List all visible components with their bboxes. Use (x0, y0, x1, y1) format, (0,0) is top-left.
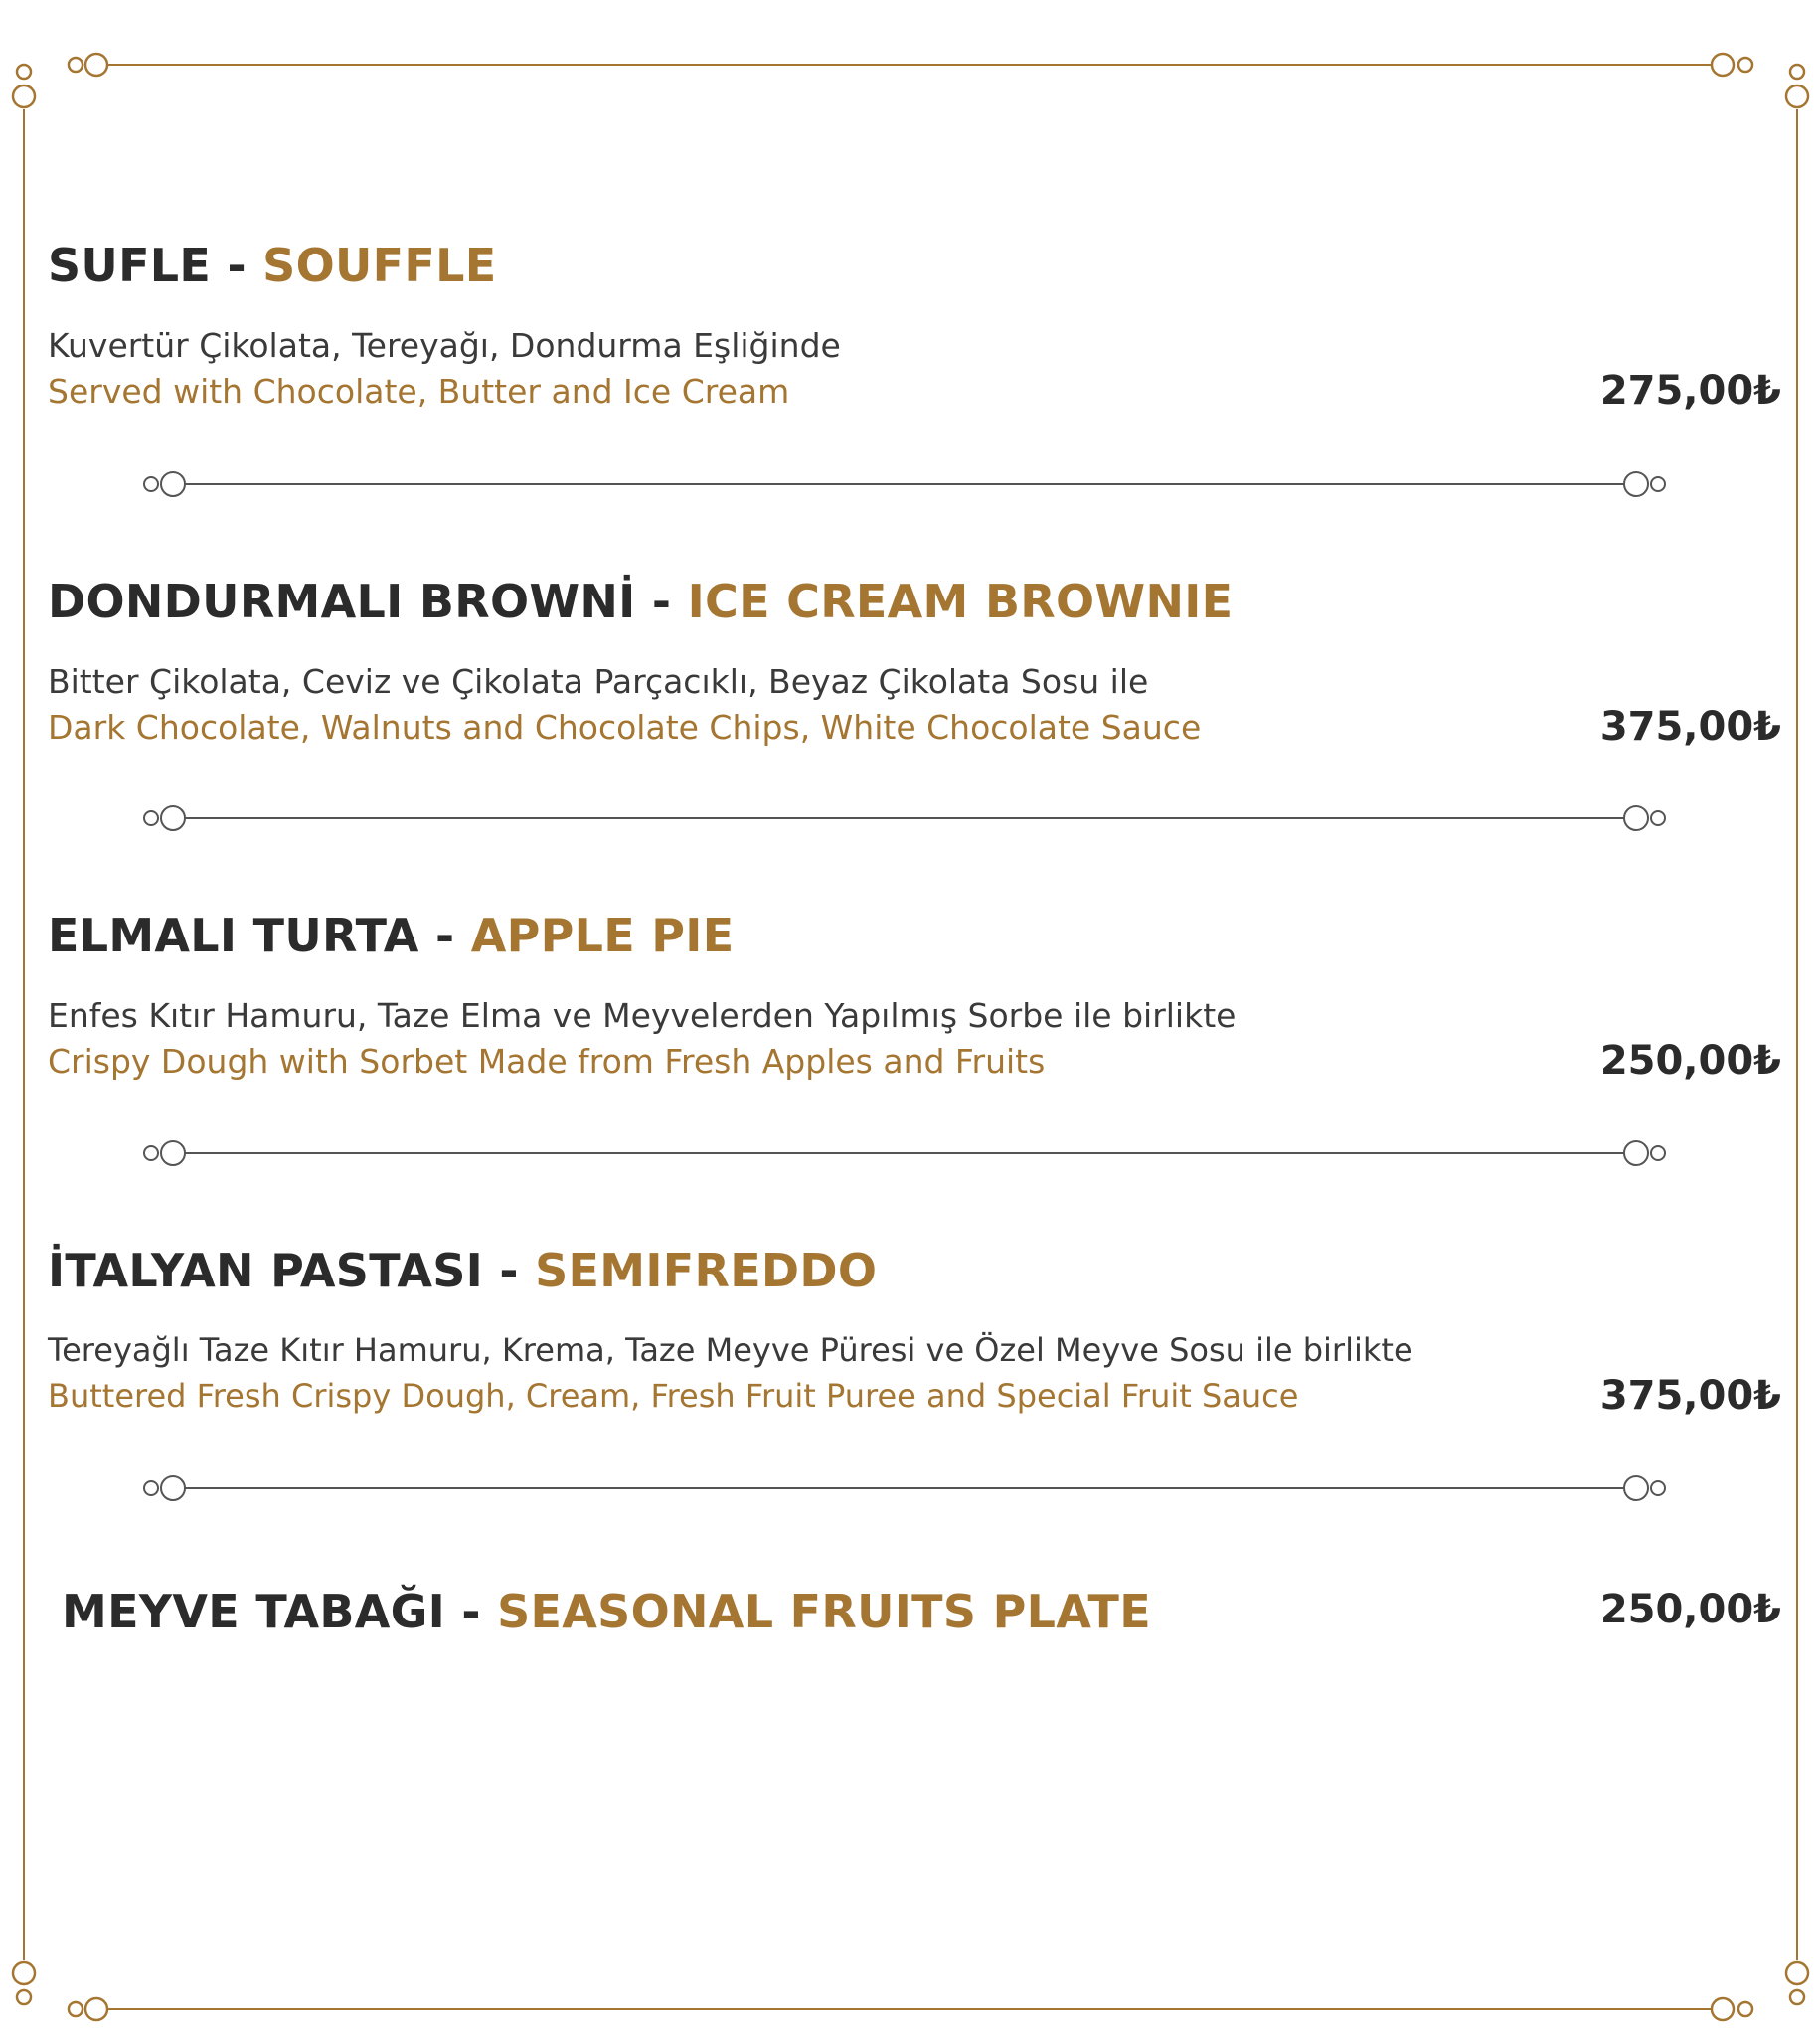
item-name-tr: İTALYAN PASTASI (48, 1244, 484, 1297)
item-description-en: Crispy Dough with Sorbet Made from Fresh Apples and Fruits (48, 1042, 1046, 1081)
item-name-en: SEMIFREDDO (535, 1244, 878, 1297)
item-description-en: Buttered Fresh Crispy Dough, Cream, Fresh Fruit Puree and Special Fruit Sauce (48, 1377, 1299, 1415)
item-divider (139, 469, 1670, 499)
divider-right-ornament-icon (1624, 806, 1648, 830)
item-price: 275,00₺ (1599, 368, 1781, 414)
item-name-tr: DONDURMALI BROWNİ (48, 575, 636, 628)
menu-item-seasonal-fruits-plate (62, 1585, 1781, 1644)
divider-right-ornament-icon (1624, 1476, 1648, 1500)
item-title (48, 575, 1233, 628)
title-separator: - (635, 575, 688, 628)
corner-ornament-top-left-icon (13, 54, 107, 107)
divider-left-ornament-icon (144, 811, 158, 825)
divider-right-ornament-icon (1624, 1141, 1648, 1165)
item-price: 250,00₺ (1599, 1038, 1781, 1084)
item-name-tr: ELMALI TURTA (48, 909, 419, 962)
item-description-tr: Tereyağlı Taze Kıtır Hamuru, Krema, Taze Meyve Püresi ve Özel Meyve Sosu ile birlikte (48, 1331, 1413, 1369)
divider-left-ornament-icon (144, 1481, 158, 1495)
item-divider (139, 803, 1670, 833)
item-name-tr: SUFLE (48, 239, 212, 292)
item-name-en: SOUFFLE (262, 239, 497, 292)
item-name-en: ICE CREAM BROWNIE (687, 575, 1234, 628)
divider-left-ornament-icon (144, 1146, 158, 1160)
title-separator: - (445, 1585, 498, 1638)
title-separator: - (211, 239, 263, 292)
item-name-tr: MEYVE TABAĞI (62, 1585, 446, 1638)
corner-ornament-bottom-left-icon (13, 1962, 107, 2020)
item-title (48, 1244, 877, 1297)
item-title (62, 1585, 1151, 1638)
item-description-en: Served with Chocolate, Butter and Ice Cream (48, 372, 790, 411)
item-divider (139, 1138, 1670, 1168)
divider-right-ornament-icon (1624, 472, 1648, 496)
item-price: 375,00₺ (1599, 1373, 1781, 1419)
item-description-tr: Bitter Çikolata, Ceviz ve Çikolata Parçacıklı, Beyaz Çikolata Sosu ile (48, 662, 1149, 701)
corner-ornament-bottom-right-icon (1712, 1962, 1808, 2020)
item-name-en: APPLE PIE (470, 909, 735, 962)
item-price: 250,00₺ (1599, 1587, 1781, 1632)
item-price: 375,00₺ (1599, 704, 1781, 750)
title-separator: - (483, 1244, 536, 1297)
item-title (48, 239, 496, 292)
item-description-tr: Kuvertür Çikolata, Tereyağı, Dondurma Eşliğinde (48, 326, 841, 365)
menu-item-apple-pie (48, 909, 1781, 1107)
corner-ornament-top-right-icon (1712, 54, 1808, 107)
item-description-tr: Enfes Kıtır Hamuru, Taze Elma ve Meyvelerden Yapılmış Sorbe ile birlikte (48, 996, 1237, 1035)
title-separator: - (418, 909, 471, 962)
item-description-en: Dark Chocolate, Walnuts and Chocolate Chips, White Chocolate Sauce (48, 708, 1202, 747)
menu-item-ice-cream-brownie (48, 575, 1781, 773)
item-title (48, 909, 734, 962)
item-divider (139, 1473, 1670, 1503)
menu-item-souffle (48, 239, 1781, 437)
divider-left-ornament-icon (144, 477, 158, 491)
item-name-en: SEASONAL FRUITS PLATE (497, 1585, 1151, 1638)
menu-item-semifreddo (48, 1244, 1781, 1443)
